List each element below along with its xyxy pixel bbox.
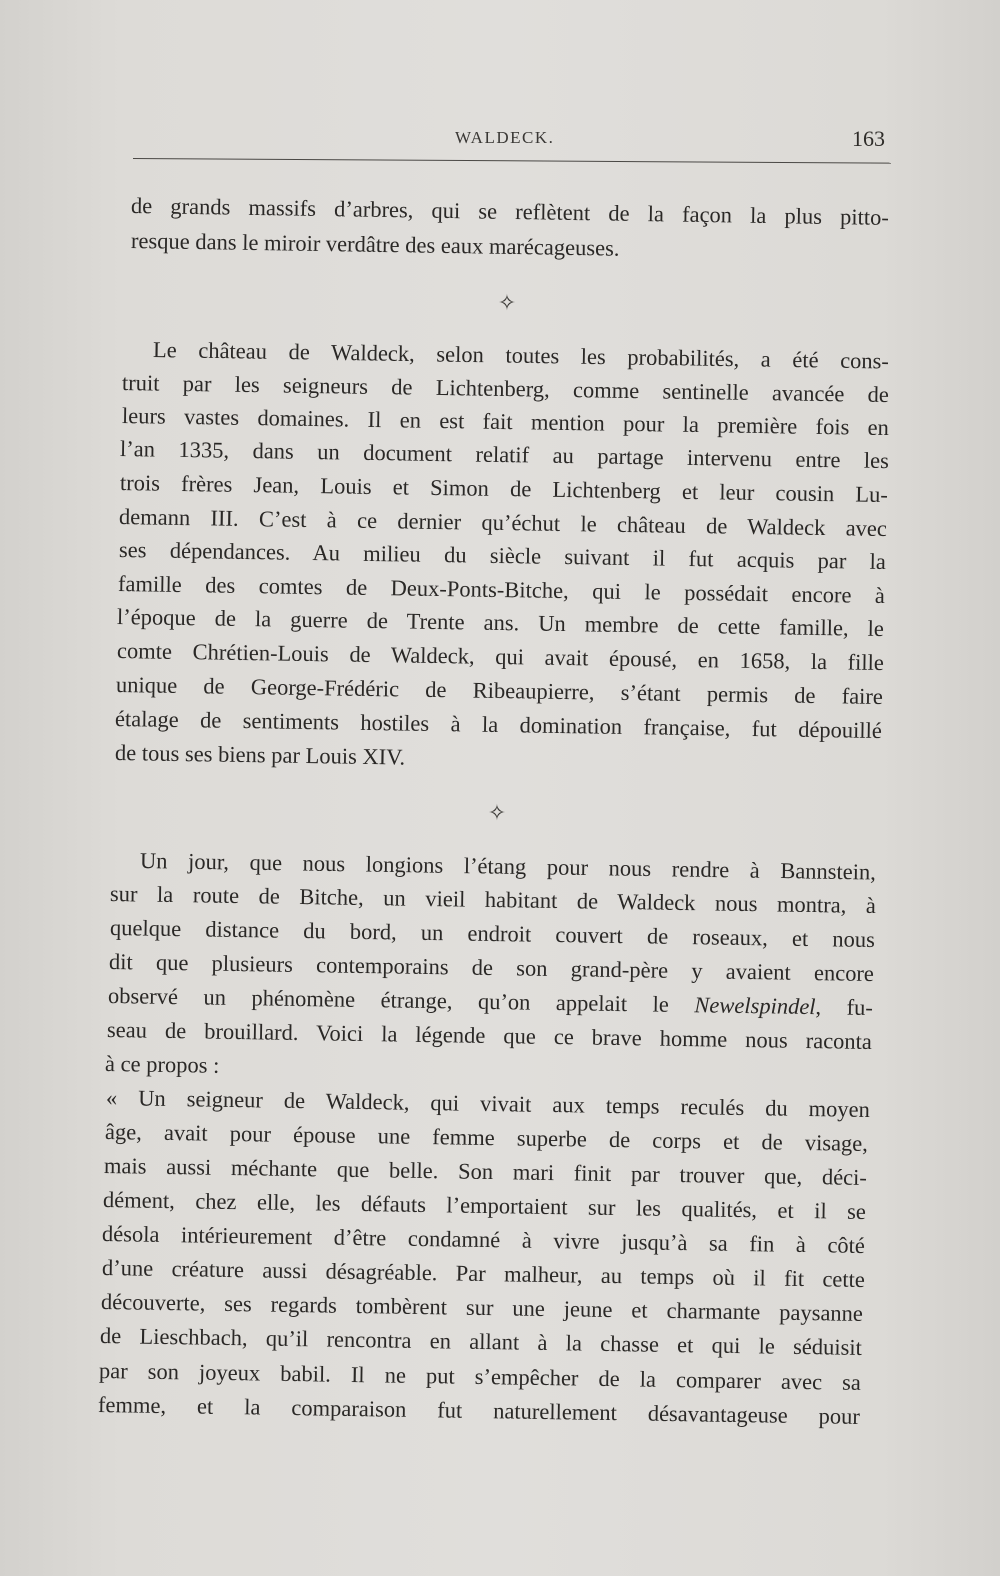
text-line: ses dépendances. Au milieu du siècle suivant il fut acquis par la (118, 537, 887, 575)
section-ornament-icon: ✧ (487, 800, 507, 825)
text-line: Un jour, que nous longions l’étang pour nous rendre à Bannstein, (139, 848, 877, 885)
running-head (0, 128, 1000, 158)
text-line: seau de brouillard. Voici la légende que ce brave homme nous raconta (106, 1017, 873, 1055)
page-number: 163 (852, 126, 885, 151)
text-line: mais aussi méchante que belle. Son mari finit par trouver que, déci- (103, 1153, 868, 1190)
text-line: dément, chez elle, les défauts l’emportaient sur les qualités, et il se (102, 1187, 867, 1224)
text-line: comte Chrétien-Louis de Waldeck, qui avait épousé, en 1658, la fille (116, 638, 885, 676)
text-line: famille des comtes de Deux-Ponts-Bitche, qui le possédait encore à (117, 571, 886, 609)
text-line: Le château de Waldeck, selon toutes les probabilités, a été cons- (152, 337, 890, 374)
text-line: trois frères Jean, Louis et Simon de Lichtenberg et leur cousin Lu- (119, 470, 889, 508)
text-line: demann III. C’est à ce dernier qu’échut le château de Waldeck avec (118, 504, 888, 542)
text-line: truit par les seigneurs de Lichtenberg, comme sentinelle avancée de (121, 370, 890, 408)
text-line: l’an 1335, dans un document relatif au partage intervenu entre les (119, 436, 890, 474)
text-line: leurs vastes domaines. Il en est fait mention pour la première fois en (121, 403, 890, 441)
text-line: d’une créature aussi désagréable. Par malheur, au temps où il fit cette (101, 1255, 866, 1292)
text-line: femme, et la comparaison fut naturellement désavantageuse pour (97, 1392, 861, 1429)
header-rule (133, 158, 891, 164)
text-line: par son joyeux babil. Il ne put s’empêcher de la comparer avec sa (98, 1358, 862, 1395)
text-line: l’époque de la guerre de Trente ans. Un membre de cette famille, le (116, 604, 885, 642)
text-line: à ce propos : (104, 1051, 220, 1078)
text-line: unique de George-Frédéric de Ribeaupierre, s’étant permis de faire (115, 672, 884, 710)
text-line: de tous ses biens par Louis XIV. (114, 740, 406, 770)
text-line: observé un phénomène étrange, qu’on appelait le Newelspindel, fu- (107, 983, 874, 1021)
text-line: de Lieschbach, qu’il rencontra en allant à la chasse et qui le séduisit (99, 1323, 863, 1360)
text-line: « Un seigneur de Waldeck, qui vivait aux temps reculés du moyen (105, 1085, 871, 1122)
text-line: étalage de sentiments hostiles à la domination française, fut dépouillé (114, 706, 883, 744)
text-line: de grands massifs d’arbres, qui se reflètent de la façon la plus pitto- (130, 193, 890, 230)
text-line: resque dans le miroir verdâtre des eaux marécageuses. (130, 228, 620, 261)
italic-term: Newelspindel (694, 992, 816, 1020)
text-line: quelque distance du bord, un endroit couvert de roseaux, et nous (109, 915, 876, 953)
text-line: désola intérieurement d’être condamné à vivre jusqu’à sa fin à côté (101, 1221, 866, 1258)
section-ornament-icon: ✧ (497, 290, 517, 315)
running-title: WALDECK. (455, 128, 555, 147)
text-line: sur la route de Bitche, un vieil habitant de Waldeck nous montra, à (109, 881, 877, 919)
text-line: dit que plusieurs contemporains de son grand-père y avaient encore (108, 949, 875, 987)
text-line: âge, avait pour épouse une femme superbe de corps et de visage, (104, 1119, 869, 1156)
text-line: découverte, ses regards tombèrent sur une jeune et charmante paysanne (100, 1289, 864, 1326)
